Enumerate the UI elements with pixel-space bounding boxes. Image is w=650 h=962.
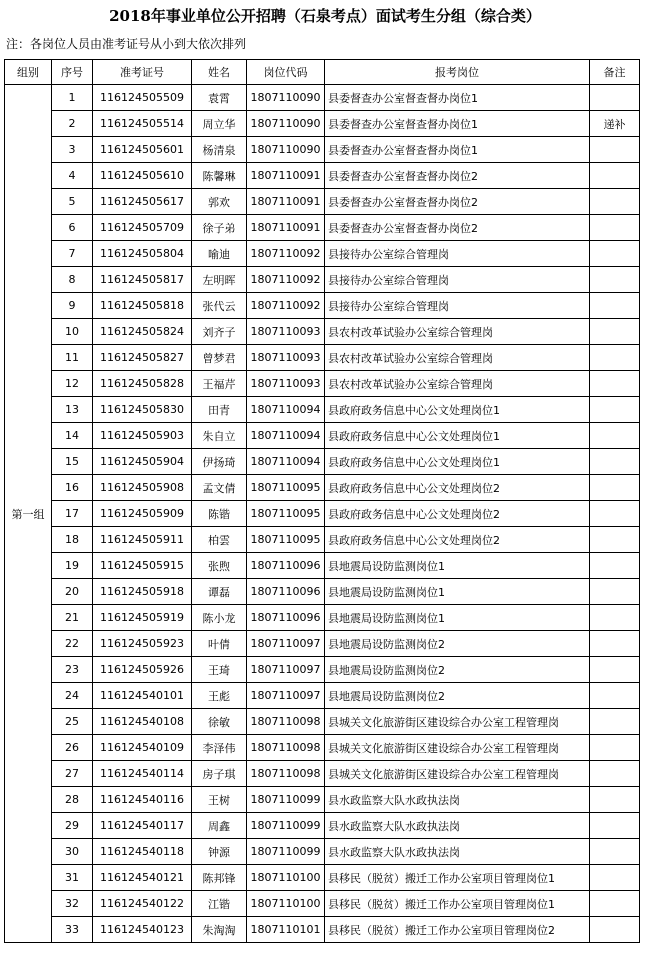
position-cell: 县政府政务信息中心公文处理岗位2 bbox=[325, 475, 590, 501]
column-header-group: 组别 bbox=[5, 60, 52, 85]
remark-cell bbox=[590, 371, 640, 397]
remark-cell bbox=[590, 917, 640, 943]
code-cell: 1807110090 bbox=[247, 137, 325, 163]
remark-cell bbox=[590, 735, 640, 761]
name-cell: 王树 bbox=[192, 787, 247, 813]
position-cell: 县移民（脱贫）搬迁工作办公室项目管理岗位1 bbox=[325, 865, 590, 891]
remark-cell bbox=[590, 85, 640, 111]
name-cell: 朱淘淘 bbox=[192, 917, 247, 943]
position-cell: 县移民（脱贫）搬迁工作办公室项目管理岗位1 bbox=[325, 891, 590, 917]
table-row bbox=[5, 189, 640, 215]
position-cell: 县城关文化旅游街区建设综合办公室工程管理岗 bbox=[325, 735, 590, 761]
seq-cell: 20 bbox=[52, 579, 93, 605]
remark-cell bbox=[590, 241, 640, 267]
seq-cell: 26 bbox=[52, 735, 93, 761]
column-header-remark: 备注 bbox=[590, 60, 640, 85]
table-row bbox=[5, 579, 640, 605]
remark-cell bbox=[590, 397, 640, 423]
code-cell: 1807110098 bbox=[247, 735, 325, 761]
code-cell: 1807110101 bbox=[247, 917, 325, 943]
table-row bbox=[5, 241, 640, 267]
name-cell: 袁霄 bbox=[192, 85, 247, 111]
ticket-cell: 116124505923 bbox=[93, 631, 192, 657]
remark-cell bbox=[590, 423, 640, 449]
seq-cell: 3 bbox=[52, 137, 93, 163]
column-header-name: 姓名 bbox=[192, 60, 247, 85]
code-cell: 1807110100 bbox=[247, 891, 325, 917]
code-cell: 1807110094 bbox=[247, 449, 325, 475]
name-cell: 李泽伟 bbox=[192, 735, 247, 761]
ticket-cell: 116124505514 bbox=[93, 111, 192, 137]
ticket-cell: 116124505926 bbox=[93, 657, 192, 683]
position-cell: 县地震局设防监测岗位2 bbox=[325, 657, 590, 683]
seq-cell: 12 bbox=[52, 371, 93, 397]
seq-cell: 27 bbox=[52, 761, 93, 787]
name-cell: 伊扬琦 bbox=[192, 449, 247, 475]
code-cell: 1807110099 bbox=[247, 787, 325, 813]
remark-cell bbox=[590, 787, 640, 813]
name-cell: 左明晖 bbox=[192, 267, 247, 293]
position-cell: 县水政监察大队水政执法岗 bbox=[325, 813, 590, 839]
position-cell: 县水政监察大队水政执法岗 bbox=[325, 787, 590, 813]
table-row bbox=[5, 85, 640, 111]
table-row bbox=[5, 605, 640, 631]
seq-cell: 19 bbox=[52, 553, 93, 579]
code-cell: 1807110094 bbox=[247, 423, 325, 449]
name-cell: 刘齐子 bbox=[192, 319, 247, 345]
code-cell: 1807110091 bbox=[247, 189, 325, 215]
ticket-cell: 116124505610 bbox=[93, 163, 192, 189]
name-cell: 周鑫 bbox=[192, 813, 247, 839]
remark-cell bbox=[590, 215, 640, 241]
table-row bbox=[5, 501, 640, 527]
ticket-cell: 116124540121 bbox=[93, 865, 192, 891]
name-cell: 陈邦锋 bbox=[192, 865, 247, 891]
ticket-cell: 116124540116 bbox=[93, 787, 192, 813]
code-cell: 1807110097 bbox=[247, 683, 325, 709]
code-cell: 1807110096 bbox=[247, 579, 325, 605]
remark-cell bbox=[590, 319, 640, 345]
position-cell: 县政府政务信息中心公文处理岗位1 bbox=[325, 423, 590, 449]
seq-cell: 2 bbox=[52, 111, 93, 137]
table-row bbox=[5, 371, 640, 397]
table-row bbox=[5, 865, 640, 891]
remark-cell bbox=[590, 839, 640, 865]
position-cell: 县城关文化旅游街区建设综合办公室工程管理岗 bbox=[325, 709, 590, 735]
remark-cell bbox=[590, 891, 640, 917]
ticket-cell: 116124540108 bbox=[93, 709, 192, 735]
table-row bbox=[5, 553, 640, 579]
ticket-cell: 116124505918 bbox=[93, 579, 192, 605]
remark-cell bbox=[590, 761, 640, 787]
seq-cell: 10 bbox=[52, 319, 93, 345]
code-cell: 1807110095 bbox=[247, 527, 325, 553]
ticket-cell: 116124505911 bbox=[93, 527, 192, 553]
seq-cell: 25 bbox=[52, 709, 93, 735]
code-cell: 1807110096 bbox=[247, 605, 325, 631]
name-cell: 叶倩 bbox=[192, 631, 247, 657]
code-cell: 1807110097 bbox=[247, 657, 325, 683]
seq-cell: 21 bbox=[52, 605, 93, 631]
name-cell: 朱自立 bbox=[192, 423, 247, 449]
ticket-cell: 116124505827 bbox=[93, 345, 192, 371]
position-cell: 县接待办公室综合管理岗 bbox=[325, 267, 590, 293]
seq-cell: 33 bbox=[52, 917, 93, 943]
table-row bbox=[5, 137, 640, 163]
seq-cell: 14 bbox=[52, 423, 93, 449]
table-row bbox=[5, 891, 640, 917]
ticket-cell: 116124505818 bbox=[93, 293, 192, 319]
code-cell: 1807110090 bbox=[247, 85, 325, 111]
remark-cell: 递补 bbox=[590, 111, 640, 137]
ticket-cell: 116124505919 bbox=[93, 605, 192, 631]
position-cell: 县政府政务信息中心公文处理岗位1 bbox=[325, 397, 590, 423]
code-cell: 1807110096 bbox=[247, 553, 325, 579]
remark-cell bbox=[590, 345, 640, 371]
remark-cell bbox=[590, 709, 640, 735]
seq-cell: 1 bbox=[52, 85, 93, 111]
code-cell: 1807110090 bbox=[247, 111, 325, 137]
ticket-cell: 116124505817 bbox=[93, 267, 192, 293]
remark-cell bbox=[590, 527, 640, 553]
seq-cell: 32 bbox=[52, 891, 93, 917]
table-row bbox=[5, 813, 640, 839]
table-row bbox=[5, 449, 640, 475]
position-cell: 县委督查办公室督查督办岗位1 bbox=[325, 111, 590, 137]
name-cell: 王福芹 bbox=[192, 371, 247, 397]
name-cell: 徐子弟 bbox=[192, 215, 247, 241]
remark-cell bbox=[590, 293, 640, 319]
table-row bbox=[5, 917, 640, 943]
position-cell: 县农村改革试验办公室综合管理岗 bbox=[325, 345, 590, 371]
code-cell: 1807110099 bbox=[247, 813, 325, 839]
name-cell: 王琦 bbox=[192, 657, 247, 683]
name-cell: 陈锴 bbox=[192, 501, 247, 527]
ticket-cell: 116124505915 bbox=[93, 553, 192, 579]
position-cell: 县农村改革试验办公室综合管理岗 bbox=[325, 319, 590, 345]
code-cell: 1807110099 bbox=[247, 839, 325, 865]
column-header-position: 报考岗位 bbox=[325, 60, 590, 85]
ticket-cell: 116124505828 bbox=[93, 371, 192, 397]
code-cell: 1807110095 bbox=[247, 475, 325, 501]
page-title: 2018年事业单位公开招聘（石泉考点）面试考生分组（综合类） bbox=[109, 7, 541, 25]
remark-cell bbox=[590, 657, 640, 683]
name-cell: 杨清泉 bbox=[192, 137, 247, 163]
ticket-cell: 116124540118 bbox=[93, 839, 192, 865]
table-row bbox=[5, 761, 640, 787]
note-text: 注：各岗位人员由准考证号从小到大依次排列 bbox=[6, 37, 247, 51]
table-row bbox=[5, 683, 640, 709]
code-cell: 1807110100 bbox=[247, 865, 325, 891]
remark-cell bbox=[590, 267, 640, 293]
name-cell: 张煦 bbox=[192, 553, 247, 579]
name-cell: 郭欢 bbox=[192, 189, 247, 215]
code-cell: 1807110092 bbox=[247, 241, 325, 267]
name-cell: 钟源 bbox=[192, 839, 247, 865]
seq-cell: 17 bbox=[52, 501, 93, 527]
ticket-cell: 116124505804 bbox=[93, 241, 192, 267]
table-row bbox=[5, 111, 640, 137]
position-cell: 县地震局设防监测岗位1 bbox=[325, 553, 590, 579]
seq-cell: 23 bbox=[52, 657, 93, 683]
remark-cell bbox=[590, 189, 640, 215]
position-cell: 县地震局设防监测岗位1 bbox=[325, 579, 590, 605]
name-cell: 谭磊 bbox=[192, 579, 247, 605]
ticket-cell: 116124540117 bbox=[93, 813, 192, 839]
position-cell: 县农村改革试验办公室综合管理岗 bbox=[325, 371, 590, 397]
column-header-seq: 序号 bbox=[52, 60, 93, 85]
position-cell: 县委督查办公室督查督办岗位2 bbox=[325, 215, 590, 241]
table-row bbox=[5, 631, 640, 657]
code-cell: 1807110092 bbox=[247, 293, 325, 319]
ticket-cell: 116124505509 bbox=[93, 85, 192, 111]
remark-cell bbox=[590, 137, 640, 163]
position-cell: 县政府政务信息中心公文处理岗位2 bbox=[325, 527, 590, 553]
ticket-cell: 116124505830 bbox=[93, 397, 192, 423]
seq-cell: 28 bbox=[52, 787, 93, 813]
name-cell: 田青 bbox=[192, 397, 247, 423]
code-cell: 1807110091 bbox=[247, 163, 325, 189]
ticket-cell: 116124505909 bbox=[93, 501, 192, 527]
seq-cell: 29 bbox=[52, 813, 93, 839]
position-cell: 县地震局设防监测岗位2 bbox=[325, 683, 590, 709]
table-row bbox=[5, 345, 640, 371]
code-cell: 1807110093 bbox=[247, 319, 325, 345]
position-cell: 县接待办公室综合管理岗 bbox=[325, 241, 590, 267]
remark-cell bbox=[590, 553, 640, 579]
seq-cell: 6 bbox=[52, 215, 93, 241]
seq-cell: 15 bbox=[52, 449, 93, 475]
code-cell: 1807110098 bbox=[247, 761, 325, 787]
position-cell: 县委督查办公室督查督办岗位2 bbox=[325, 189, 590, 215]
table-row bbox=[5, 735, 640, 761]
table-row bbox=[5, 293, 640, 319]
position-cell: 县移民（脱贫）搬迁工作办公室项目管理岗位2 bbox=[325, 917, 590, 943]
position-cell: 县接待办公室综合管理岗 bbox=[325, 293, 590, 319]
table-row bbox=[5, 319, 640, 345]
remark-cell bbox=[590, 605, 640, 631]
position-cell: 县水政监察大队水政执法岗 bbox=[325, 839, 590, 865]
code-cell: 1807110098 bbox=[247, 709, 325, 735]
seq-cell: 24 bbox=[52, 683, 93, 709]
seq-cell: 16 bbox=[52, 475, 93, 501]
position-cell: 县委督查办公室督查督办岗位1 bbox=[325, 85, 590, 111]
seq-cell: 11 bbox=[52, 345, 93, 371]
column-header-code: 岗位代码 bbox=[247, 60, 325, 85]
seq-cell: 9 bbox=[52, 293, 93, 319]
ticket-cell: 116124540114 bbox=[93, 761, 192, 787]
code-cell: 1807110095 bbox=[247, 501, 325, 527]
ticket-cell: 116124540109 bbox=[93, 735, 192, 761]
table-header-row bbox=[5, 60, 640, 85]
table-row bbox=[5, 657, 640, 683]
seq-cell: 5 bbox=[52, 189, 93, 215]
table-row bbox=[5, 215, 640, 241]
table-row bbox=[5, 839, 640, 865]
position-cell: 县政府政务信息中心公文处理岗位2 bbox=[325, 501, 590, 527]
table-row bbox=[5, 475, 640, 501]
seq-cell: 30 bbox=[52, 839, 93, 865]
group-cell: 第一组 bbox=[5, 85, 52, 943]
seq-cell: 22 bbox=[52, 631, 93, 657]
table-row bbox=[5, 267, 640, 293]
ticket-cell: 116124505601 bbox=[93, 137, 192, 163]
position-cell: 县委督查办公室督查督办岗位1 bbox=[325, 137, 590, 163]
table-row bbox=[5, 527, 640, 553]
seq-cell: 4 bbox=[52, 163, 93, 189]
code-cell: 1807110094 bbox=[247, 397, 325, 423]
name-cell: 曾梦君 bbox=[192, 345, 247, 371]
name-cell: 徐敏 bbox=[192, 709, 247, 735]
name-cell: 张代云 bbox=[192, 293, 247, 319]
seq-cell: 31 bbox=[52, 865, 93, 891]
table-row bbox=[5, 787, 640, 813]
remark-cell bbox=[590, 865, 640, 891]
table-row bbox=[5, 423, 640, 449]
position-cell: 县地震局设防监测岗位2 bbox=[325, 631, 590, 657]
name-cell: 江锴 bbox=[192, 891, 247, 917]
code-cell: 1807110092 bbox=[247, 267, 325, 293]
remark-cell bbox=[590, 163, 640, 189]
code-cell: 1807110093 bbox=[247, 345, 325, 371]
ticket-cell: 116124505709 bbox=[93, 215, 192, 241]
seq-cell: 18 bbox=[52, 527, 93, 553]
table-row bbox=[5, 709, 640, 735]
remark-cell bbox=[590, 683, 640, 709]
seq-cell: 13 bbox=[52, 397, 93, 423]
ticket-cell: 116124540122 bbox=[93, 891, 192, 917]
remark-cell bbox=[590, 475, 640, 501]
remark-cell bbox=[590, 579, 640, 605]
column-header-ticket: 准考证号 bbox=[93, 60, 192, 85]
remark-cell bbox=[590, 813, 640, 839]
remark-cell bbox=[590, 449, 640, 475]
name-cell: 房子琪 bbox=[192, 761, 247, 787]
name-cell: 喻迪 bbox=[192, 241, 247, 267]
name-cell: 柏雲 bbox=[192, 527, 247, 553]
remark-cell bbox=[590, 501, 640, 527]
ticket-cell: 116124505908 bbox=[93, 475, 192, 501]
name-cell: 王彪 bbox=[192, 683, 247, 709]
candidate-table bbox=[4, 59, 640, 943]
table-row bbox=[5, 397, 640, 423]
seq-cell: 7 bbox=[52, 241, 93, 267]
seq-cell: 8 bbox=[52, 267, 93, 293]
position-cell: 县地震局设防监测岗位1 bbox=[325, 605, 590, 631]
code-cell: 1807110093 bbox=[247, 371, 325, 397]
position-cell: 县委督查办公室督查督办岗位2 bbox=[325, 163, 590, 189]
ticket-cell: 116124505617 bbox=[93, 189, 192, 215]
ticket-cell: 116124505903 bbox=[93, 423, 192, 449]
ticket-cell: 116124505904 bbox=[93, 449, 192, 475]
remark-cell bbox=[590, 631, 640, 657]
position-cell: 县城关文化旅游街区建设综合办公室工程管理岗 bbox=[325, 761, 590, 787]
name-cell: 陈馨琳 bbox=[192, 163, 247, 189]
table-row bbox=[5, 163, 640, 189]
ticket-cell: 116124540101 bbox=[93, 683, 192, 709]
code-cell: 1807110091 bbox=[247, 215, 325, 241]
ticket-cell: 116124505824 bbox=[93, 319, 192, 345]
name-cell: 陈小龙 bbox=[192, 605, 247, 631]
position-cell: 县政府政务信息中心公文处理岗位1 bbox=[325, 449, 590, 475]
code-cell: 1807110097 bbox=[247, 631, 325, 657]
ticket-cell: 116124540123 bbox=[93, 917, 192, 943]
name-cell: 孟文倩 bbox=[192, 475, 247, 501]
name-cell: 周立华 bbox=[192, 111, 247, 137]
